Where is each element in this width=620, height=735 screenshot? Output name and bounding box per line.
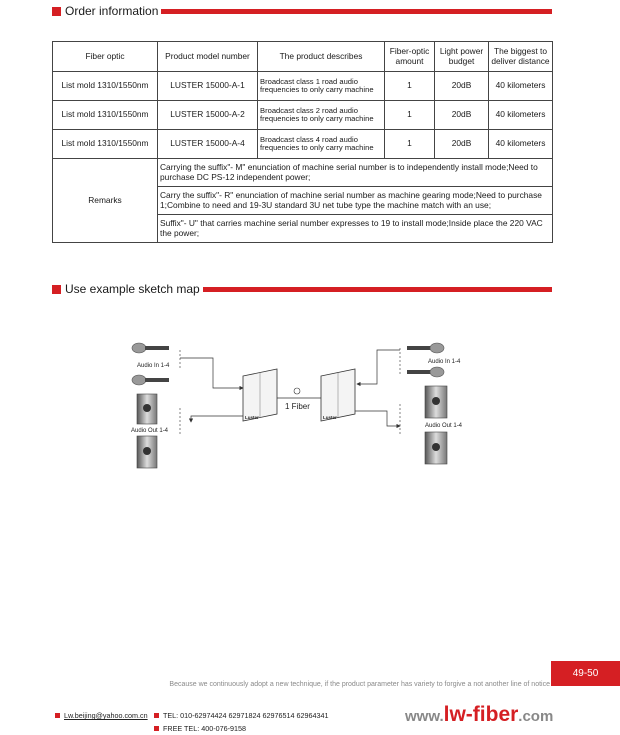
- table-cell: LUSTER 15000-A-4: [158, 130, 258, 159]
- order-table: [52, 41, 553, 243]
- right-audio-out-label: Audio Out 1-4: [425, 423, 463, 429]
- left-audio-out-label: Audio Out 1-4: [131, 428, 169, 434]
- order-information-header: [52, 4, 552, 18]
- tel-text: TEL: 010-62974424 62971824 62976514 62964341: [163, 711, 329, 720]
- email-contact: [55, 711, 148, 720]
- right-transceiver-device: [321, 369, 355, 421]
- table-cell: List mold 1310/1550nm: [53, 130, 158, 159]
- remark-text: Suffix"- U" that carries machine serial number expresses to 19 to install mode;Inside place the 220 VAC the power;: [158, 215, 553, 243]
- table-cell: List mold 1310/1550nm: [53, 101, 158, 130]
- table-cell: Broadcast class 4 road audio frequencies to only carry machine: [258, 130, 385, 159]
- table-row: [53, 159, 553, 187]
- column-header: The product describes: [258, 42, 385, 72]
- table-row: [53, 101, 553, 130]
- fiber-icon: [294, 388, 300, 394]
- table-cell: 20dB: [435, 130, 489, 159]
- table-cell: List mold 1310/1550nm: [53, 72, 158, 101]
- column-header: Light power budget: [435, 42, 489, 72]
- microphone-icon: [132, 375, 169, 385]
- red-divider: [161, 9, 552, 14]
- section-title: Order information: [65, 4, 159, 18]
- sketch-map-diagram: [125, 336, 470, 476]
- microphone-icon: [132, 343, 169, 353]
- table-row: [53, 130, 553, 159]
- microphone-icon: [407, 367, 444, 377]
- table-cell: 40 kilometers: [489, 130, 553, 159]
- table-cell: Broadcast class 2 road audio frequencies to only carry machine: [258, 101, 385, 130]
- speaker-icon: [137, 436, 157, 468]
- column-header: Fiber optic: [53, 42, 158, 72]
- speaker-icon: [425, 432, 447, 464]
- column-header: Fiber-optic amount: [385, 42, 435, 72]
- fiber-label: 1 Fiber: [285, 402, 310, 411]
- device-brand-label: Luster: [323, 415, 337, 420]
- site-suffix: .com: [518, 708, 554, 725]
- table-cell: 40 kilometers: [489, 72, 553, 101]
- table-cell: 1: [385, 72, 435, 101]
- section-title: Use example sketch map: [65, 282, 200, 296]
- microphone-icon: [407, 343, 444, 353]
- free-tel-contact: [154, 724, 246, 733]
- remark-text: Carry the suffix"- R" enunciation of machine serial number as machine gearing mode;Need to purchase 1;Combine to need and 19-3U standard 3U net tube type the machine match with an use;: [158, 187, 553, 215]
- site-prefix: www.: [405, 708, 444, 725]
- bullet-icon: [154, 713, 159, 718]
- site-domain: lw-fiber: [443, 703, 519, 726]
- right-audio-in-label: Audio In 1-4: [428, 359, 461, 365]
- device-brand-label: Luster: [245, 415, 259, 420]
- table-cell: 20dB: [435, 72, 489, 101]
- tel-contact: [154, 711, 328, 720]
- column-header: The biggest to deliver distance: [489, 42, 553, 72]
- table-cell: Broadcast class 1 road audio frequencies to only carry machine: [258, 72, 385, 101]
- table-cell: 1: [385, 101, 435, 130]
- notice-text: Because we continuously adopt a new technique, if the product parameter has variety to forgive a not another line of notice: [169, 681, 550, 688]
- page-number: 49-50: [551, 661, 620, 686]
- table-cell: LUSTER 15000-A-1: [158, 72, 258, 101]
- red-square-icon: [52, 7, 61, 16]
- bullet-icon: [154, 726, 159, 731]
- email-link[interactable]: Lw.beijing@yahoo.com.cn: [64, 711, 148, 720]
- table-cell: 1: [385, 130, 435, 159]
- table-cell: LUSTER 15000-A-2: [158, 101, 258, 130]
- free-tel-text: FREE TEL: 400-076-9158: [163, 724, 246, 733]
- speaker-icon: [137, 394, 157, 424]
- remarks-label: Remarks: [53, 159, 158, 243]
- table-cell: 40 kilometers: [489, 101, 553, 130]
- website-link[interactable]: [405, 703, 553, 727]
- table-row: [53, 72, 553, 101]
- red-divider: [203, 287, 552, 292]
- speaker-icon: [425, 386, 447, 418]
- red-square-icon: [52, 285, 61, 294]
- column-header: Product model number: [158, 42, 258, 72]
- remark-text: Carrying the suffix"- M" enunciation of machine serial number is to independently install mode;Need to purchase DC PS-12 independent power;: [158, 159, 553, 187]
- left-transceiver-device: [243, 369, 277, 421]
- left-audio-in-label: Audio In 1-4: [137, 363, 170, 369]
- bullet-icon: [55, 713, 60, 718]
- table-header-row: [53, 42, 553, 72]
- sketch-map-header: [52, 282, 552, 296]
- table-cell: 20dB: [435, 101, 489, 130]
